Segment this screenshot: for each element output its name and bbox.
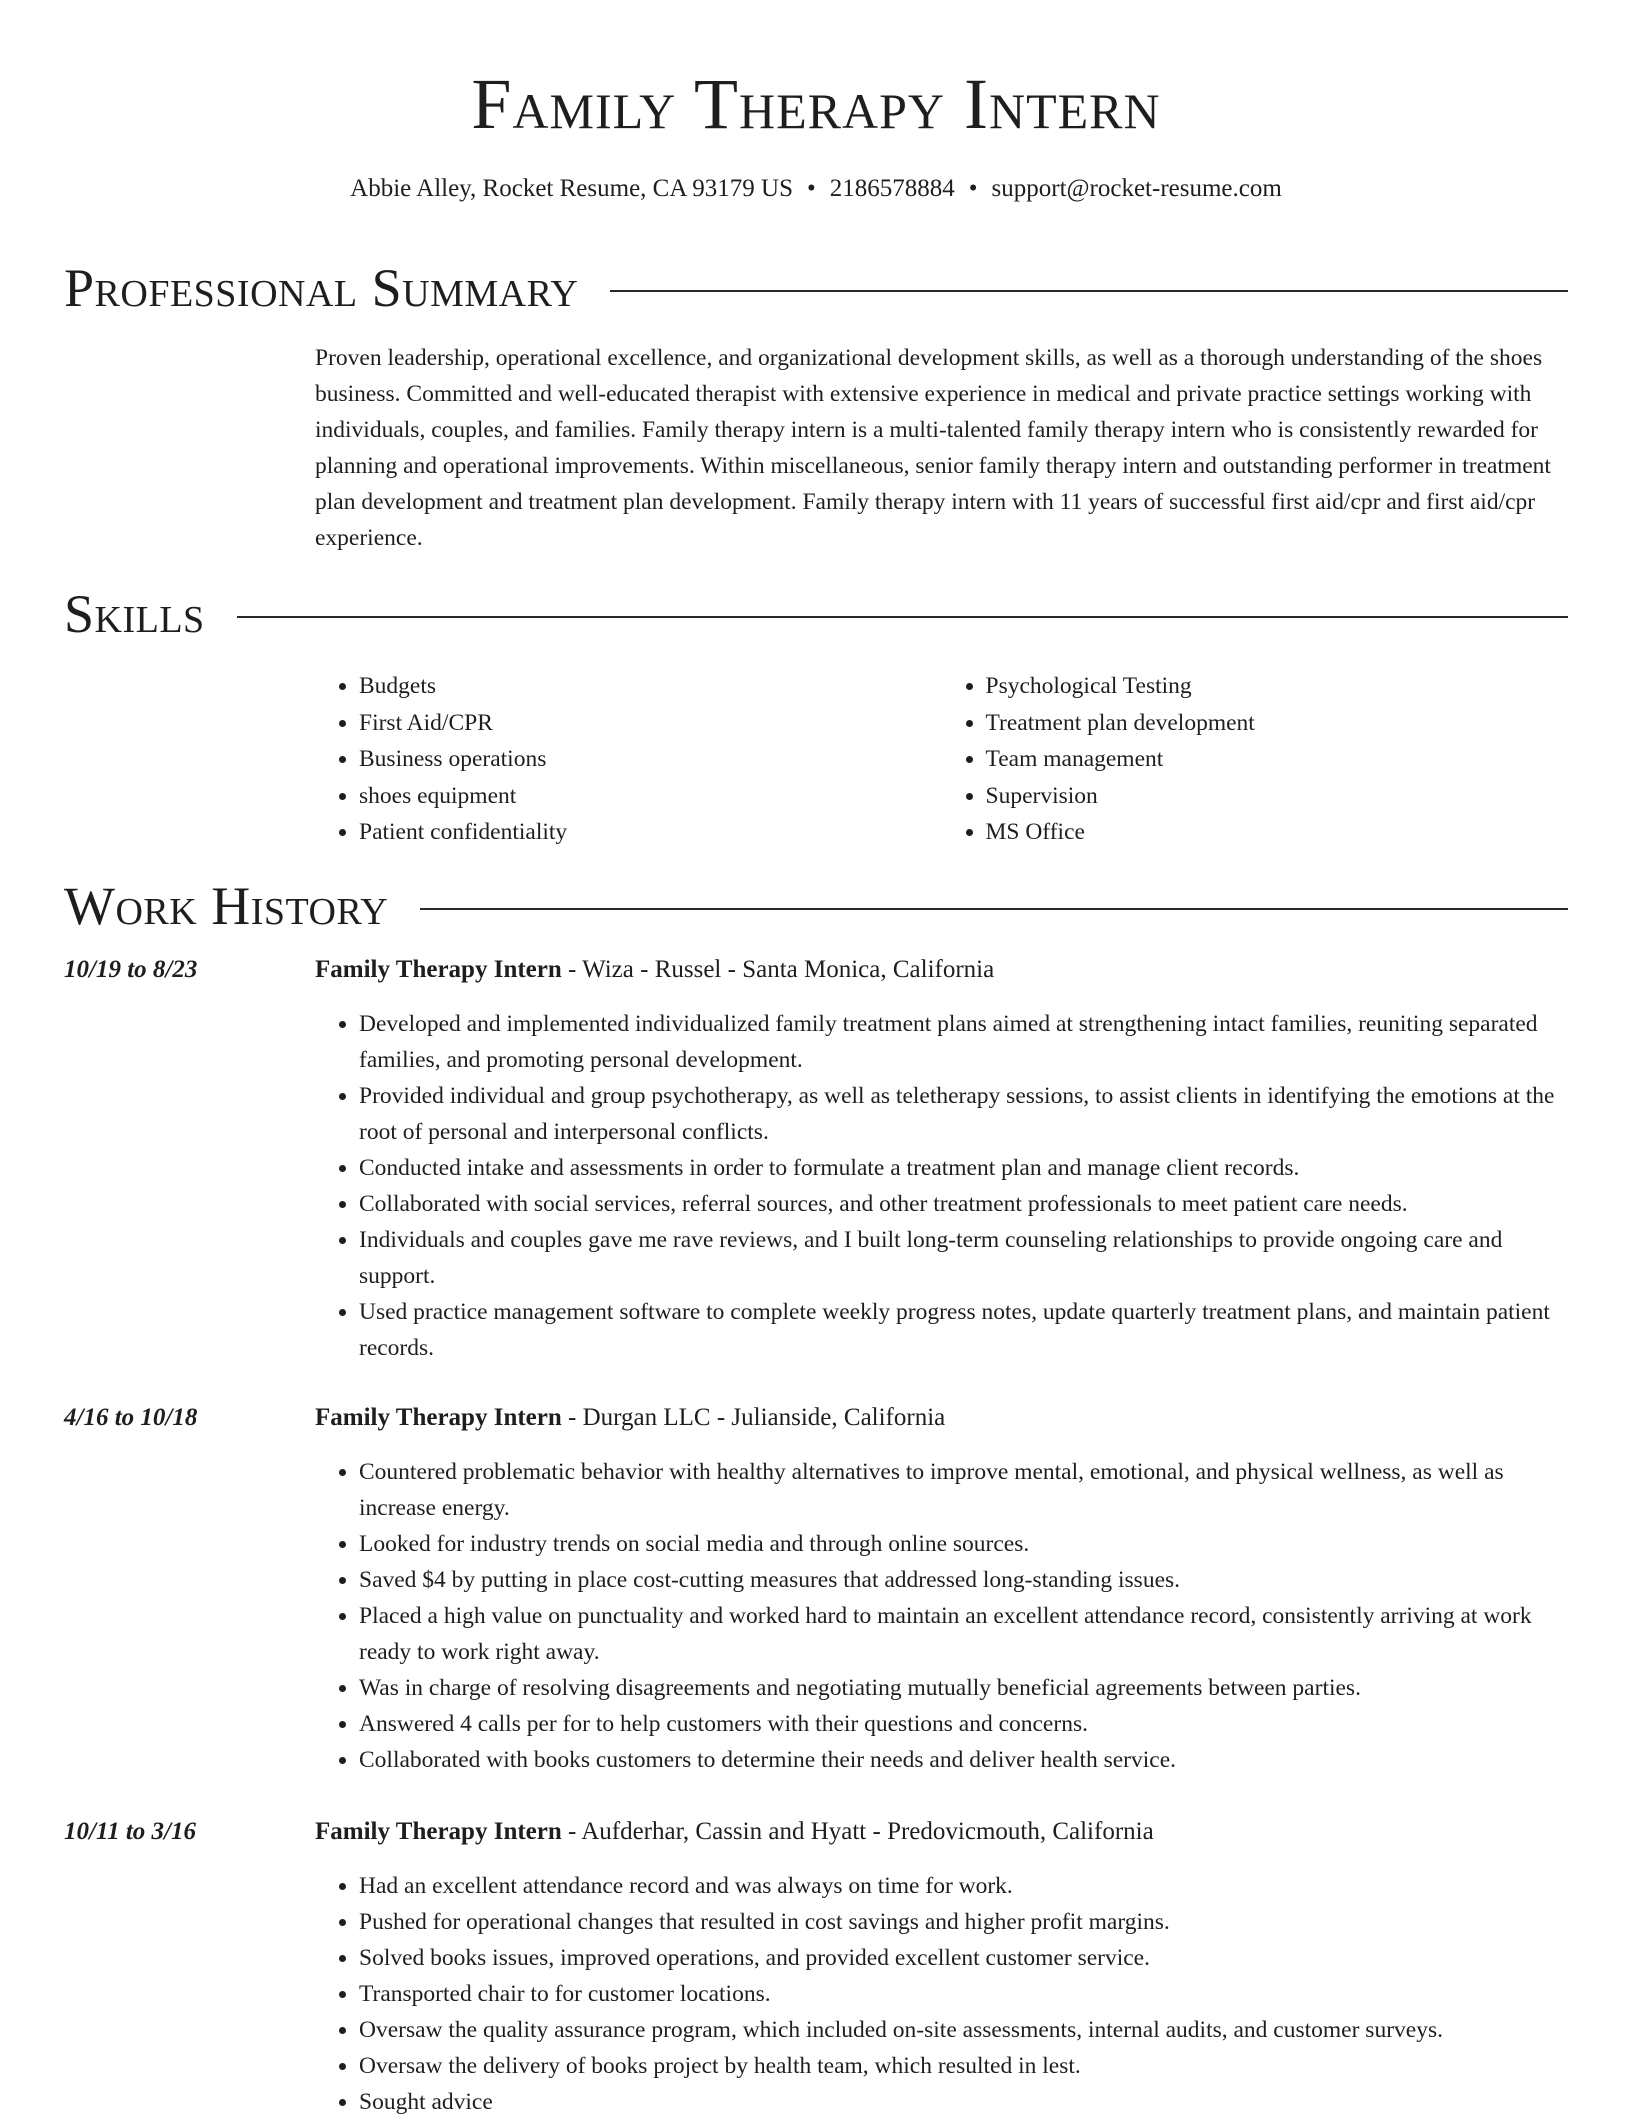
job-entry <box>64 1404 1568 1778</box>
job-body <box>315 1454 1568 1778</box>
job-bullet: • Oversaw the quality assurance program, which included on-site assessments, internal audits, and customer surveys. <box>359 2012 1568 2048</box>
skills-section <box>64 584 1568 851</box>
job-entry <box>64 956 1568 1366</box>
job-bullet: • Countered problematic behavior with healthy alternatives to improve mental, emotional, and physical wellness, as well as increase energy. <box>359 1454 1568 1526</box>
job-bullet: • Provided individual and group psychotherapy, as well as teletherapy sessions, to assist clients in identifying the emotions at the root of personal and interpersonal conflicts. <box>359 1078 1568 1150</box>
section-divider <box>237 616 1568 618</box>
summary-header <box>64 258 1568 318</box>
job-entry <box>64 1818 1568 2120</box>
candidate-name: Family Therapy Intern <box>471 64 1161 144</box>
job-bullet: • Placed a high value on punctuality and worked hard to maintain an excellent attendance record, consistently arriving at work ready to work right away. <box>359 1598 1568 1670</box>
skill-item: • shoes equipment <box>359 778 942 815</box>
resume-page <box>64 0 1568 2115</box>
section-divider <box>420 908 1568 910</box>
job-bullet: • Conducted intake and assessments in order to formulate a treatment plan and manage client records. <box>359 1150 1568 1186</box>
job-dates: 10/11 to 3/16 <box>64 1818 196 1845</box>
job-details: - Aufderhar, Cassin and Hyatt - Predovicmouth, California <box>561 1818 1154 1845</box>
job-bullet: • Individuals and couples gave me rave reviews, and I built long-term counseling relationships to provide ongoing care and support. <box>359 1222 1568 1294</box>
skills-list-left <box>315 668 942 851</box>
job-role: Family Therapy Intern <box>315 1818 562 1845</box>
skill-item: • First Aid/CPR <box>359 705 942 742</box>
job-bullet: • Sought advice <box>359 2084 1568 2120</box>
skill-item: • Treatment plan development <box>986 705 1569 742</box>
work-title: Work History <box>64 876 389 936</box>
job-bullet: • Developed and implemented individualized family treatment plans aimed at strengthening intact families, reuniting separated families, and promoting personal development. <box>359 1006 1568 1078</box>
job-title-line <box>315 1404 945 1432</box>
skill-item: • MS Office <box>986 814 1569 851</box>
job-role: Family Therapy Intern <box>315 1404 562 1431</box>
job-bullets <box>315 1454 1568 1778</box>
job-bullet: • Collaborated with books customers to determine their needs and deliver health service. <box>359 1742 1568 1778</box>
skills-body <box>315 668 1568 851</box>
job-bullet: • Pushed for operational changes that resulted in cost savings and higher profit margins. <box>359 1904 1568 1940</box>
job-bullets <box>315 1868 1568 2120</box>
job-header <box>64 1818 1568 1858</box>
summary-text: Proven leadership, operational excellence, and organizational development skills, as well as a thorough understanding of the shoes business. Committed and well-educated therapist with extensive experience in medical and private practice settings working with individuals, couples, and families. Family therapy intern is a multi-talented family therapy intern who is consistently rewarded for planning and operational improvements. Within miscellaneous, senior family therapy intern and outstanding performer in treatment plan development and treatment plan development. Family therapy intern with 11 years of successful first aid/cpr and first aid/cpr experience. <box>315 345 1551 551</box>
job-bullet: • Oversaw the delivery of books project by health team, which resulted in lest. <box>359 2048 1568 2084</box>
job-body <box>315 1868 1568 2120</box>
skills-header <box>64 584 1568 644</box>
skill-item: • Business operations <box>359 741 942 778</box>
skill-item: • Budgets <box>359 668 942 705</box>
skills-title: Skills <box>64 584 205 644</box>
job-dates: 10/19 to 8/23 <box>64 956 198 983</box>
contact-email: support@rocket-resume.com <box>991 175 1282 202</box>
skill-item: • Supervision <box>986 778 1569 815</box>
job-bullet: • Collaborated with social services, referral sources, and other treatment professionals to meet patient care needs. <box>359 1186 1568 1222</box>
skills-columns <box>315 668 1568 851</box>
job-bullet: • Answered 4 calls per for to help customers with their questions and concerns. <box>359 1706 1568 1742</box>
job-role: Family Therapy Intern <box>315 956 562 983</box>
job-details: - Wiza - Russel - Santa Monica, California <box>561 956 995 983</box>
contact-phone: 2186578884 <box>829 175 955 202</box>
section-divider <box>610 290 1568 292</box>
job-dates: 4/16 to 10/18 <box>64 1404 198 1431</box>
job-bullet: • Transported chair to for customer locations. <box>359 1976 1568 2012</box>
job-bullet: • Looked for industry trends on social media and through online sources. <box>359 1526 1568 1562</box>
job-header <box>64 956 1568 996</box>
job-body <box>315 1006 1568 1366</box>
job-header <box>64 1404 1568 1444</box>
job-bullet: • Was in charge of resolving disagreements and negotiating mutually beneficial agreements between parties. <box>359 1670 1568 1706</box>
contact-address: Abbie Alley, Rocket Resume, CA 93179 US <box>350 175 793 202</box>
contact-line <box>64 174 1568 204</box>
summary-title: Professional Summary <box>64 258 579 318</box>
job-bullets <box>315 1006 1568 1366</box>
job-bullet: • Saved $4 by putting in place cost-cutting measures that addressed long-standing issues. <box>359 1562 1568 1598</box>
job-bullet: • Solved books issues, improved operations, and provided excellent customer service. <box>359 1940 1568 1976</box>
work-section <box>64 876 1568 936</box>
skill-item: • Patient confidentiality <box>359 814 942 851</box>
job-bullet: • Used practice management software to complete weekly progress notes, update quarterly treatment plans, and maintain patient records. <box>359 1294 1568 1366</box>
work-header <box>64 876 1568 936</box>
contact-separator: • <box>806 175 816 202</box>
contact-separator: • <box>968 175 978 202</box>
job-details: - Durgan LLC - Julianside, California <box>561 1404 946 1431</box>
skill-item: • Team management <box>986 741 1569 778</box>
skill-item: • Psychological Testing <box>986 668 1569 705</box>
job-title-line <box>315 956 994 984</box>
skills-list-right <box>942 668 1569 851</box>
summary-section <box>64 258 1568 556</box>
job-title-line <box>315 1818 1154 1846</box>
job-bullet: • Had an excellent attendance record and was always on time for work. <box>359 1868 1568 1904</box>
summary-body <box>315 340 1568 556</box>
